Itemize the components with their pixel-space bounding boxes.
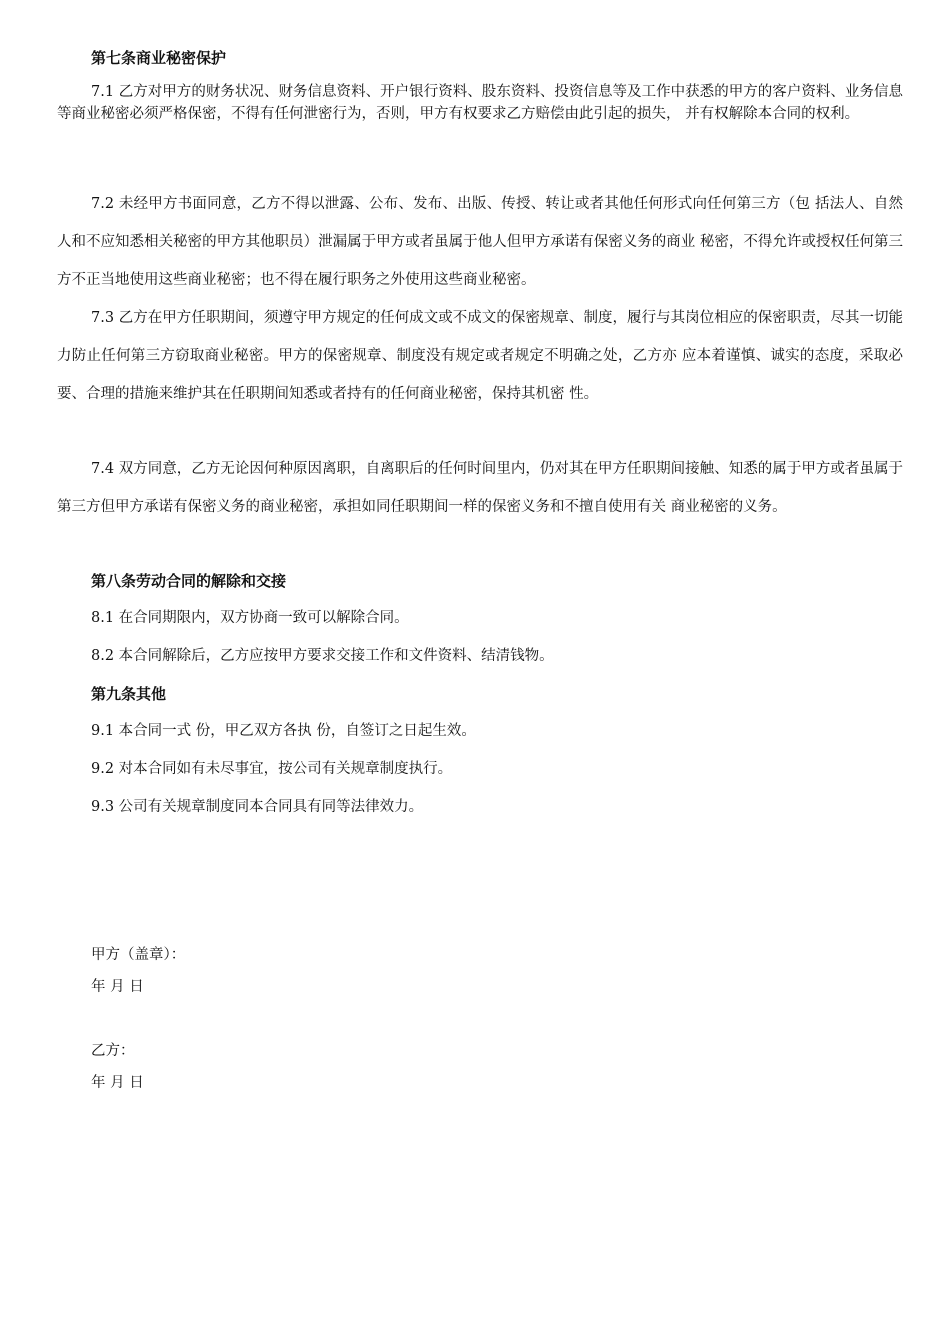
party-b-label: 乙方： — [91, 1043, 135, 1059]
party-b-date: 年 月 日 — [91, 1075, 144, 1091]
article-7-heading: 第七条商业秘密保护 — [91, 49, 227, 67]
clause-9-1: 9.1 本合同一式 份，甲乙双方各执 份，自签订之日起生效。 — [91, 723, 476, 739]
party-a-date: 年 月 日 — [91, 979, 144, 995]
clause-8-1: 8.1 在合同期限内，双方协商一致可以解除合同。 — [91, 610, 409, 626]
clause-9-2: 9.2 对本合同如有未尽事宜，按公司有关规章制度执行。 — [91, 761, 453, 777]
clause-7-4: 7.4 双方同意，乙方无论因何种原因离职，自离职后的任何时间里内，仍对其在甲方任职期间接触、知悉的属于甲方或者虽属于第三方但甲方承诺有保密义务的商业秘密，承担如同任职期间一样的保密义务和不擅自使用有关 商业秘密的义务。 — [57, 461, 903, 515]
clause-7-1: 7.1 乙方对甲方的财务状况、财务信息资料、开户银行资料、股东资料、投资信息等及工作中获悉的甲方的客户资料、业务信息等商业秘密必须严格保密，不得有任何泄密行为，否则，甲方有权要求乙方赔偿由此引起的损失， 并有权解除本合同的权利。 — [57, 84, 903, 122]
article-9-heading: 第九条其他 — [91, 685, 167, 703]
clause-9-3: 9.3 公司有关规章制度同本合同具有同等法律效力。 — [91, 799, 424, 815]
clause-7-2: 7.2 未经甲方书面同意，乙方不得以泄露、公布、发布、出版、传授、转让或者其他任何形式向任何第三方（包 括法人、自然人和不应知悉相关秘密的甲方其他职员）泄漏属于甲方或者虽属于他人但甲方承诺有保密义务的商业 秘密，不得允许或授权任何第三方不正当地使用这些商业秘密；也不得在履行职务之外使用这些商业秘密。 — [57, 196, 903, 288]
clause-8-2: 8.2 本合同解除后，乙方应按甲方要求交接工作和文件资料、结清钱物。 — [91, 648, 554, 664]
party-a-seal-label: 甲方（盖章）： — [91, 947, 186, 963]
clause-7-3: 7.3 乙方在甲方任职期间，须遵守甲方规定的任何成文或不成文的保密规章、制度，履行与其岗位相应的保密职责，尽其一切能力防止任何第三方窃取商业秘密。甲方的保密规章、制度没有规定或者规定不明确之处，乙方亦 应本着谨慎、诚实的态度，采取必要、合理的措施来维护其在任职期间知悉或者持有的任何商业秘密，保持其机密 性。 — [57, 310, 903, 402]
article-8-heading: 第八条劳动合同的解除和交接 — [91, 572, 287, 590]
